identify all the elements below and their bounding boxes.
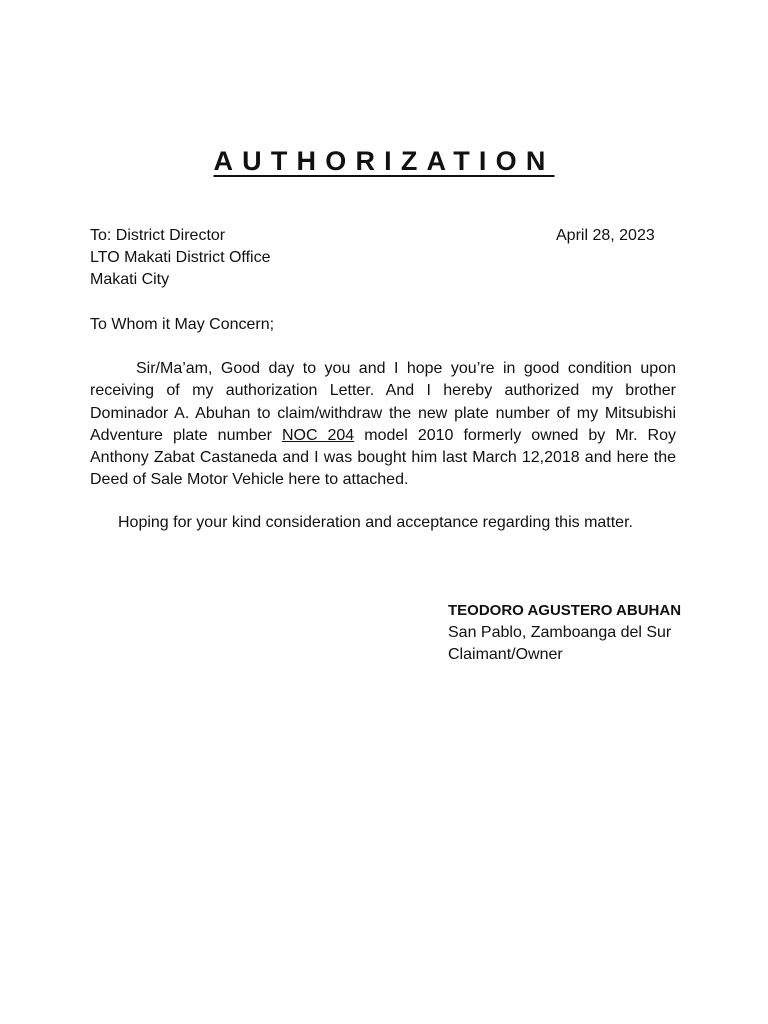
body-paragraph xyxy=(90,358,676,492)
signatory-role: Claimant/Owner xyxy=(448,646,563,663)
closing-line: Hoping for your kind consideration and acceptance regarding this matter. xyxy=(118,514,633,531)
body-text-part-1: Sir/Ma’am, Good day to you and I hope you’re in good condition upon receiving of my authorization Letter. And I hereby authorized my brother Dominador A. Abuhan to claim/withdraw the new plate number of my Mitsubishi Adventure plate number xyxy=(90,360,676,444)
signatory-name: TEODORO AGUSTERO ABUHAN xyxy=(448,602,682,619)
recipient-line-2: LTO Makati District Office xyxy=(90,249,271,266)
recipient-line-1: To: District Director xyxy=(90,227,226,244)
document-title: AUTHORIZATION xyxy=(213,146,555,176)
signatory-address: San Pablo, Zamboanga del Sur xyxy=(448,624,672,641)
body-text-part-2: model 2010 formerly owned by Mr. Roy Anthony Zabat Castaneda and I was bought him last March 12,2018 and here the Deed of Sale Motor Vehicle here to attached. xyxy=(90,426,677,489)
salutation: To Whom it May Concern; xyxy=(90,316,275,333)
letter-date: April 28, 2023 xyxy=(556,227,655,244)
signature-block xyxy=(448,600,681,666)
recipient-line-3: Makati City xyxy=(90,271,170,288)
recipient-block xyxy=(90,225,410,291)
plate-number: NOC 204 xyxy=(281,426,355,444)
